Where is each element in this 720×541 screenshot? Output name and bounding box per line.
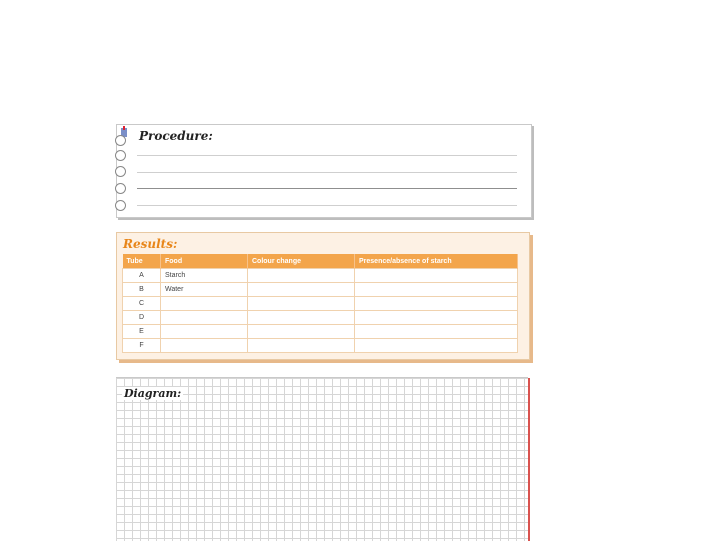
- results-title: Results:: [123, 237, 178, 251]
- table-cell[interactable]: [248, 269, 355, 283]
- table-cell: B: [123, 283, 161, 297]
- table-cell: F: [123, 339, 161, 353]
- binder-hole-icon: [115, 135, 126, 146]
- writing-line: [137, 205, 517, 206]
- table-cell[interactable]: [161, 297, 248, 311]
- diagram-grid-panel[interactable]: [116, 377, 528, 541]
- procedure-title: Procedure:: [139, 129, 213, 143]
- table-cell: D: [123, 311, 161, 325]
- table-cell[interactable]: [355, 325, 518, 339]
- results-panel: [116, 232, 530, 360]
- binder-hole-icon: [115, 166, 126, 177]
- table-cell[interactable]: [248, 297, 355, 311]
- table-row: [123, 297, 518, 311]
- table-cell: E: [123, 325, 161, 339]
- table-row: [123, 339, 518, 353]
- writing-line: [137, 188, 517, 189]
- results-table: [122, 254, 518, 353]
- table-header-row: [123, 254, 518, 269]
- table-cell[interactable]: Water: [161, 283, 248, 297]
- table-cell[interactable]: [248, 325, 355, 339]
- table-row: [123, 269, 518, 283]
- column-header-colour-change: Colour change: [248, 254, 355, 269]
- column-header-starch: Presence/absence of starch: [355, 254, 518, 269]
- table-cell[interactable]: [355, 269, 518, 283]
- procedure-panel: [116, 124, 532, 218]
- table-cell[interactable]: [248, 311, 355, 325]
- margin-line: [528, 378, 530, 541]
- table-cell[interactable]: [161, 339, 248, 353]
- table-cell[interactable]: [355, 311, 518, 325]
- table-cell[interactable]: [248, 339, 355, 353]
- table-cell[interactable]: [248, 283, 355, 297]
- table-cell[interactable]: [355, 297, 518, 311]
- writing-line: [137, 155, 517, 156]
- table-cell[interactable]: [161, 311, 248, 325]
- table-cell[interactable]: Starch: [161, 269, 248, 283]
- table-row: [123, 283, 518, 297]
- column-header-tube: Tube: [123, 254, 161, 269]
- diagram-title: Diagram:: [124, 387, 182, 400]
- table-cell[interactable]: [161, 325, 248, 339]
- table-cell[interactable]: [355, 339, 518, 353]
- binder-hole-icon: [115, 183, 126, 194]
- table-cell[interactable]: [355, 283, 518, 297]
- table-row: [123, 325, 518, 339]
- table-row: [123, 311, 518, 325]
- writing-line: [137, 172, 517, 173]
- binder-hole-icon: [115, 200, 126, 211]
- column-header-food: Food: [161, 254, 248, 269]
- table-cell: A: [123, 269, 161, 283]
- table-cell: C: [123, 297, 161, 311]
- binder-hole-icon: [115, 150, 126, 161]
